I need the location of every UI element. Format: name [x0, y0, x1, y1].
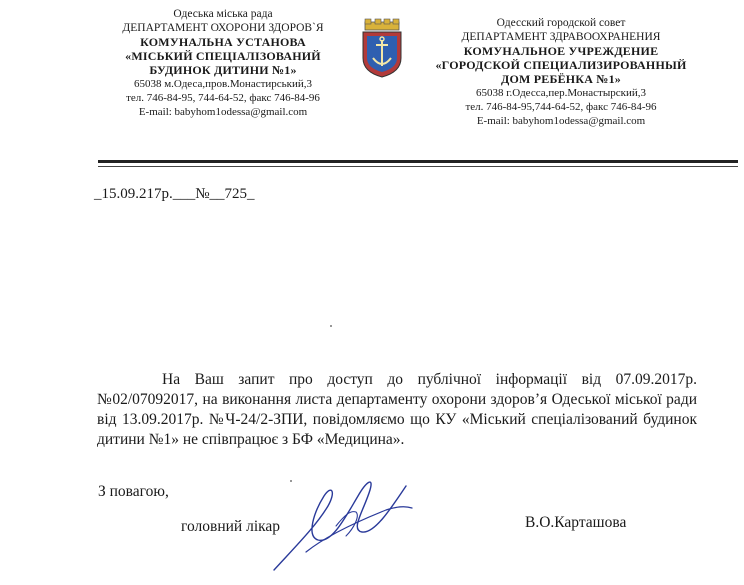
header-left-email: E-mail: babyhom1odessa@gmail.com — [138, 106, 308, 118]
handwritten-signature-icon — [266, 466, 416, 576]
body-paragraph: На Ваш запит про доступ до публічної інформації від 07.09.2017р. №02/07092017, на виконання листа департаменту охорони здоров’я Одеської міської ради від 13.09.2017р. №Ч-24/2-ЗПИ, повідомляємо що КУ «Міський спеціалізований будинок дитини №1» не співпрацює з БФ «Медицина». — [97, 371, 697, 448]
header-left-phone: тел. 746-84-95, 744-64-52, факс 746-84-96 — [126, 92, 320, 104]
signatory-name: В.О.Карташова — [525, 514, 627, 531]
header-right-line5: ДОМ РЕБЁНКА №1» — [501, 72, 621, 86]
header-right-line4: «ГОРОДСКОЙ СПЕЦИАЛИЗИРОВАННЫЙ — [435, 58, 687, 72]
header-right-line3: КОМУНАЛЬНОЕ УЧРЕЖДЕНИЕ — [463, 44, 659, 58]
letter-body — [97, 370, 697, 450]
header-left-line4: «МІСЬКИЙ СПЕЦІАЛІЗОВАНИЙ — [125, 49, 321, 63]
header-left-address: 65038 м.Одеса,пров.Монастирський,3 — [133, 78, 313, 90]
header-right-phone: тел. 746-84-95,744-64-52, факс 746-84-96 — [465, 101, 657, 113]
reference-number: _15.09.217р.___№__725_ — [94, 186, 255, 202]
header-left-ukrainian — [104, 7, 342, 119]
header-divider-thick — [98, 160, 738, 163]
scan-speck — [290, 480, 292, 482]
header-right-russian — [430, 16, 692, 128]
header-right-address: 65038 г.Одесса,пер.Монастырский,3 — [476, 87, 646, 99]
header-left-line1: Одеська міська рада — [173, 8, 273, 20]
header-right-line1: Одесский городской совет — [496, 17, 626, 29]
header-right-email: E-mail: babyhom1odessa@gmail.com — [476, 115, 646, 127]
header-right-line2: ДЕПАРТАМЕНТ ЗДРАВООХРАНЕНИЯ — [461, 31, 661, 43]
header-left-line5: БУДИНОК ДИТИНИ №1» — [149, 63, 297, 77]
header-divider-thin — [98, 166, 738, 167]
signatory-position: головний лікар — [181, 518, 281, 535]
header-left-line2: ДЕПАРТАМЕНТ ОХОРОНИ ЗДОРОВ`Я — [122, 22, 324, 34]
odesa-coat-of-arms-icon — [357, 18, 407, 78]
scan-speck — [330, 325, 332, 327]
closing-regards: З повагою, — [98, 483, 169, 500]
header-left-line3: КОМУНАЛЬНА УСТАНОВА — [140, 35, 306, 49]
